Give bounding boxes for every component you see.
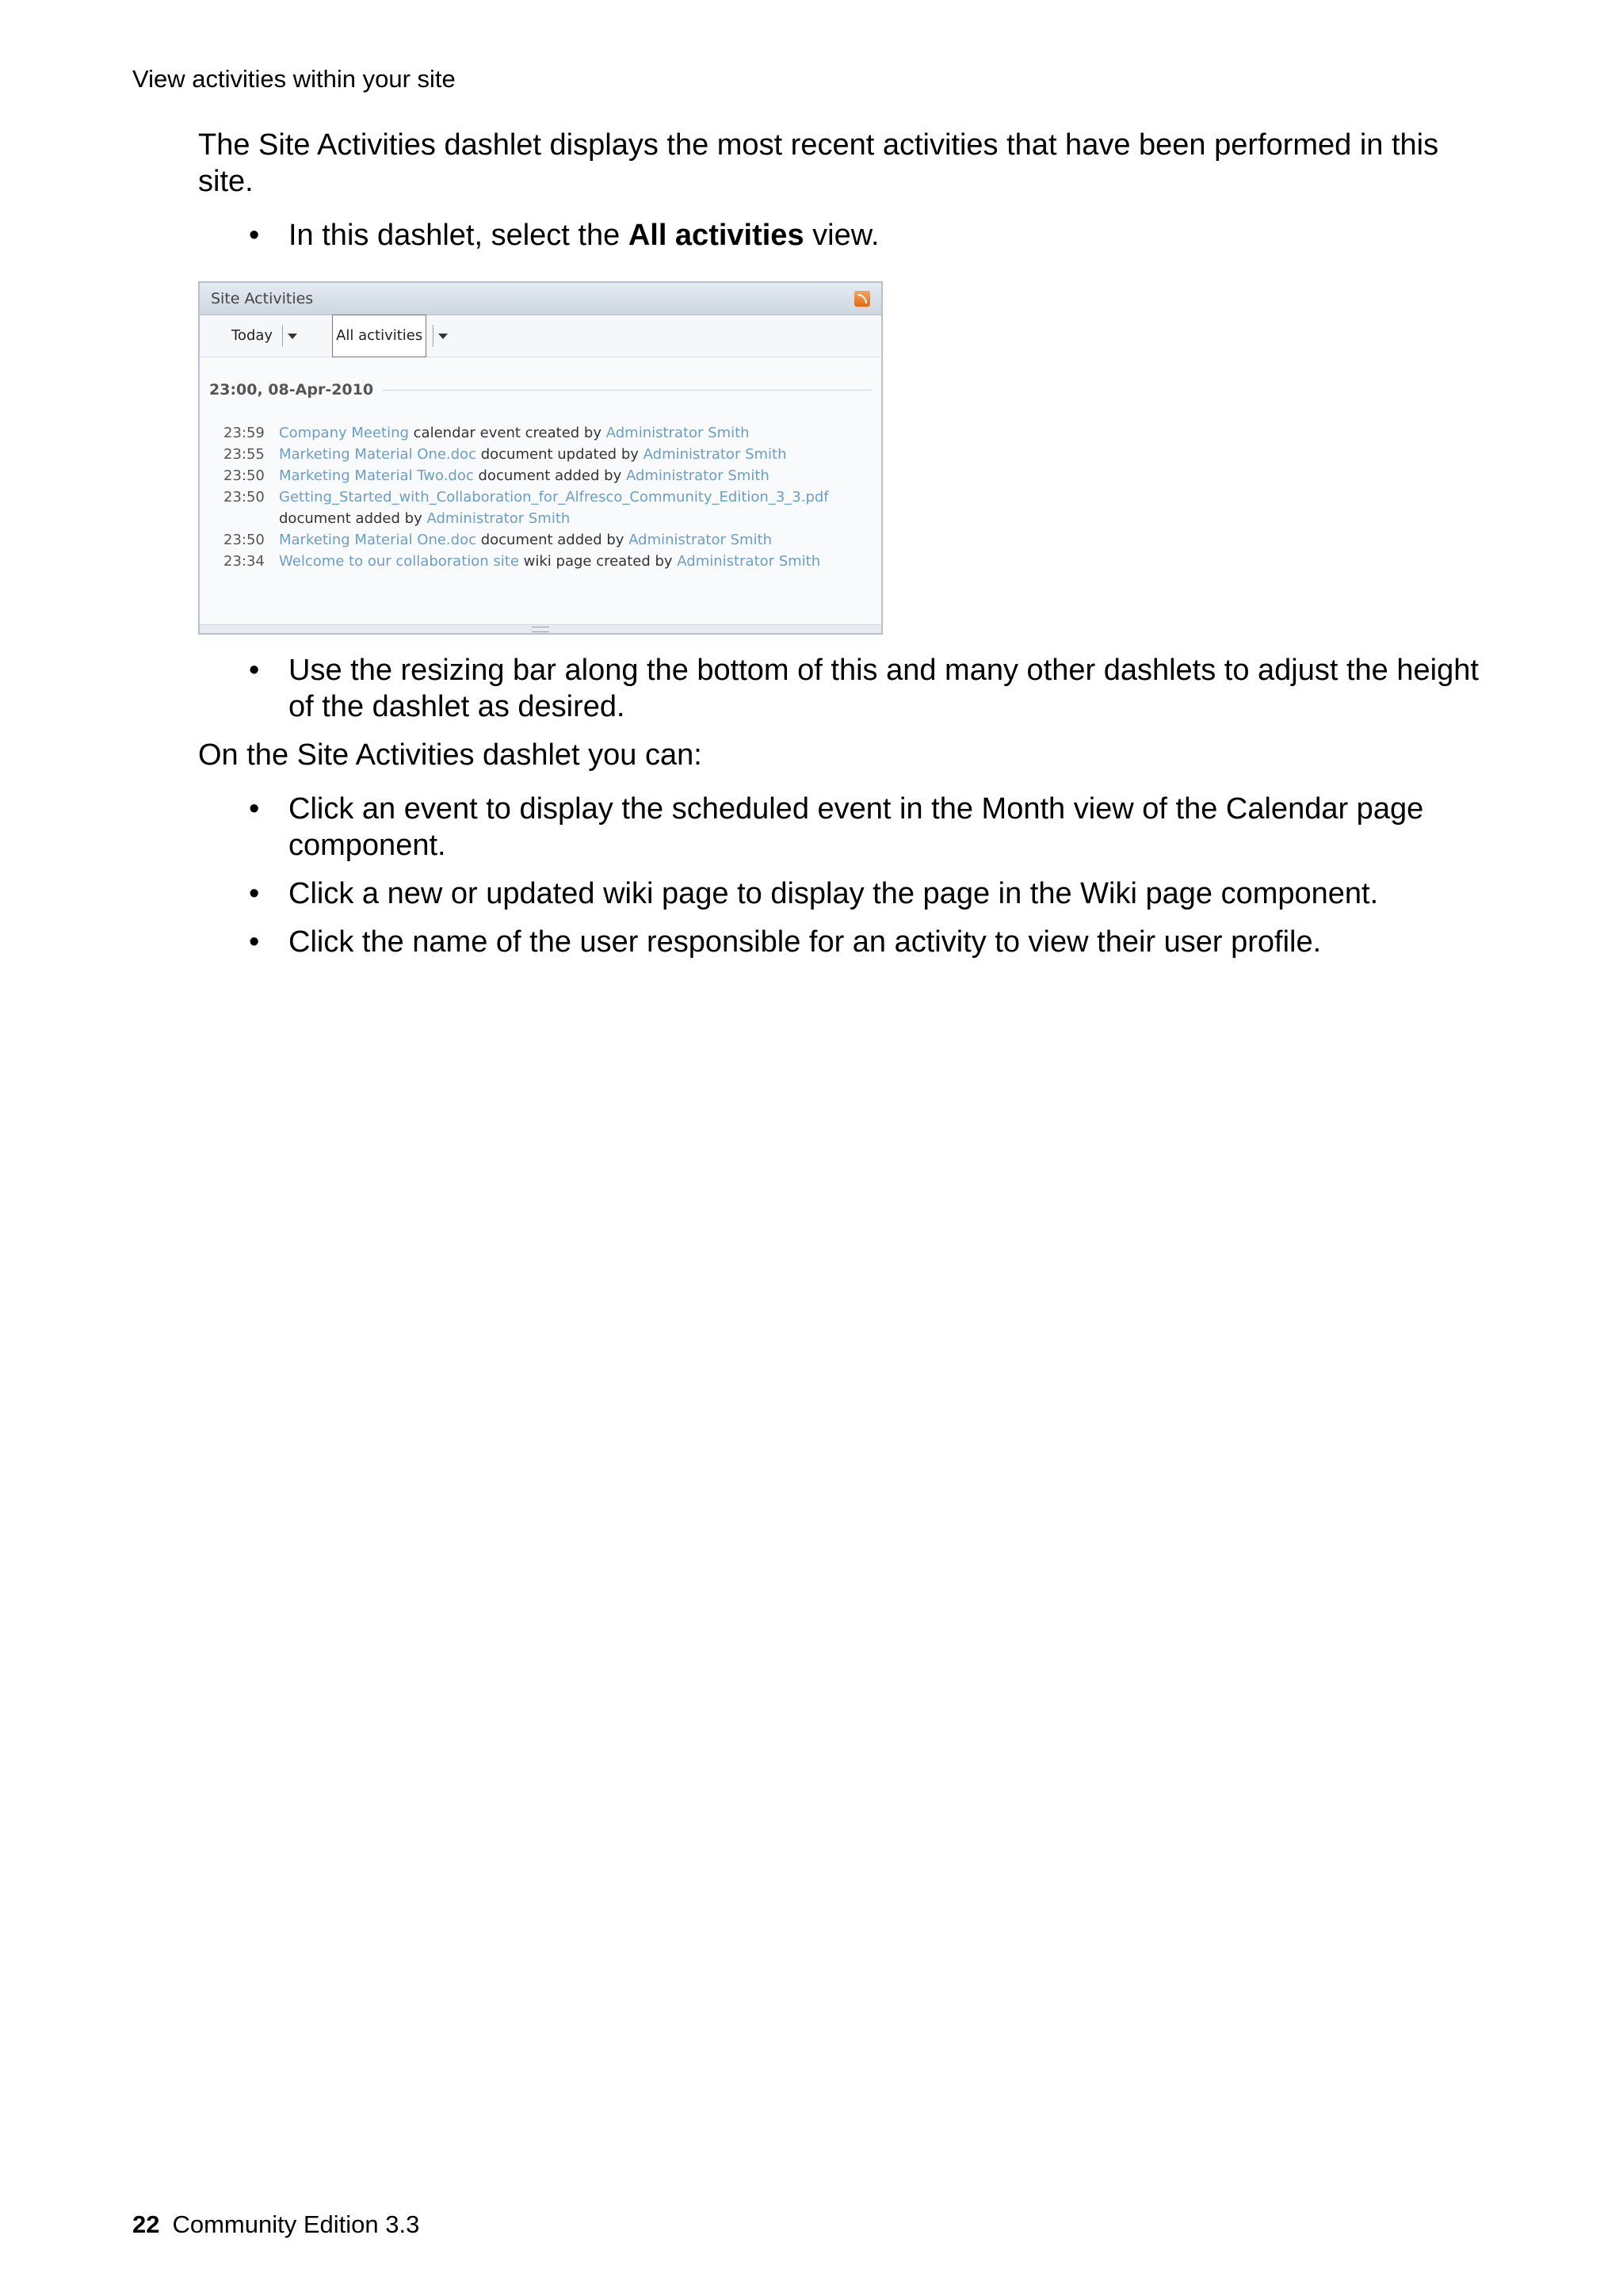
time-filter-button[interactable] [228,315,297,357]
capability-item: • Click an event to display the scheduled event in the Month view of the Calendar page component. [288,791,1498,864]
activity-time: 23:50 [223,532,265,548]
activity-time: 23:55 [223,446,265,463]
step-select-view: • In this dashlet, select the All activities view. [288,217,1498,254]
activity-time: 23:50 [223,489,265,505]
main-content [198,127,1498,972]
chevron-down-icon [438,334,448,339]
activity-item-link[interactable]: Marketing Material One.doc [279,532,476,548]
activity-row: 23:59 Company Meeting calendar event created by Administrator Smith [223,422,881,444]
activity-item-link[interactable]: Marketing Material One.doc [279,446,476,463]
capability-item: • Click the name of the user responsible for an activity to view their user profile. [288,924,1498,960]
rss-feed-icon[interactable] [854,291,870,307]
activity-list [200,422,881,572]
activity-user-link[interactable]: Administrator Smith [628,532,773,548]
activity-item-link[interactable]: Company Meeting [279,425,409,441]
intro-paragraph: The Site Activities dashlet displays the most recent activities that have been performed in this site. [198,128,1439,198]
activity-row: 23:50 Getting_Started_with_Collaboration_for_Alfresco_Community_Edition_3_3.pdf document added by Administrator Smith [223,486,881,529]
capabilities-list [198,791,1498,960]
activity-item-link[interactable]: Welcome to our collaboration site [279,553,519,570]
activity-time: 23:59 [223,425,265,441]
activity-item-link[interactable]: Getting_Started_with_Collaboration_for_Alfresco_Community_Edition_3_3.pdf [279,489,829,505]
running-header: View activities within your site [132,65,456,93]
activity-user-link[interactable]: Administrator Smith [426,510,571,527]
time-filter-label: Today [231,327,273,344]
activity-filter-button[interactable] [332,315,448,357]
site-activities-dashlet [198,281,883,635]
activity-user-link[interactable]: Administrator Smith [643,446,787,463]
step-list [198,217,1498,254]
page-number: 22 [132,2210,160,2238]
activity-row: 23:50 Marketing Material One.doc document added by Administrator Smith [223,529,881,551]
edition-label: Community Edition 3.3 [172,2210,420,2238]
resize-note-list [198,652,1498,725]
capabilities-lead: On the Site Activities dashlet you can: [198,738,702,772]
activity-item-link[interactable]: Marketing Material Two.doc [279,467,474,484]
activity-row: 23:34 Welcome to our collaboration site wiki page created by Administrator Smith [223,551,881,572]
activity-user-link[interactable]: Administrator Smith [677,553,821,570]
resize-grip-icon [532,627,549,632]
activity-user-link[interactable]: Administrator Smith [605,425,750,441]
dashlet-resize-bar[interactable] [200,624,881,633]
dashlet-screenshot [198,281,1498,635]
dashlet-title: Site Activities [211,290,314,307]
resize-note: • Use the resizing bar along the bottom of this and many other dashlets to adjust the height of the dashlet as desired. [288,652,1498,725]
activity-group-header: 23:00, 08-Apr-2010 [209,372,872,408]
chevron-down-icon [288,334,297,339]
dashlet-title-bar [200,283,881,315]
activity-filter-label: All activities [332,315,426,357]
activity-user-link[interactable]: Administrator Smith [625,467,769,484]
activity-row: 23:55 Marketing Material One.doc document updated by Administrator Smith [223,444,881,465]
activity-row: 23:50 Marketing Material Two.doc document added by Administrator Smith [223,465,881,486]
activity-time: 23:34 [223,553,265,570]
all-activities-term: All activities [628,219,804,252]
capability-item: • Click a new or updated wiki page to display the page in the Wiki page component. [288,875,1498,912]
page-footer [132,2210,419,2239]
dashlet-toolbar [200,315,881,357]
activity-time: 23:50 [223,467,265,484]
